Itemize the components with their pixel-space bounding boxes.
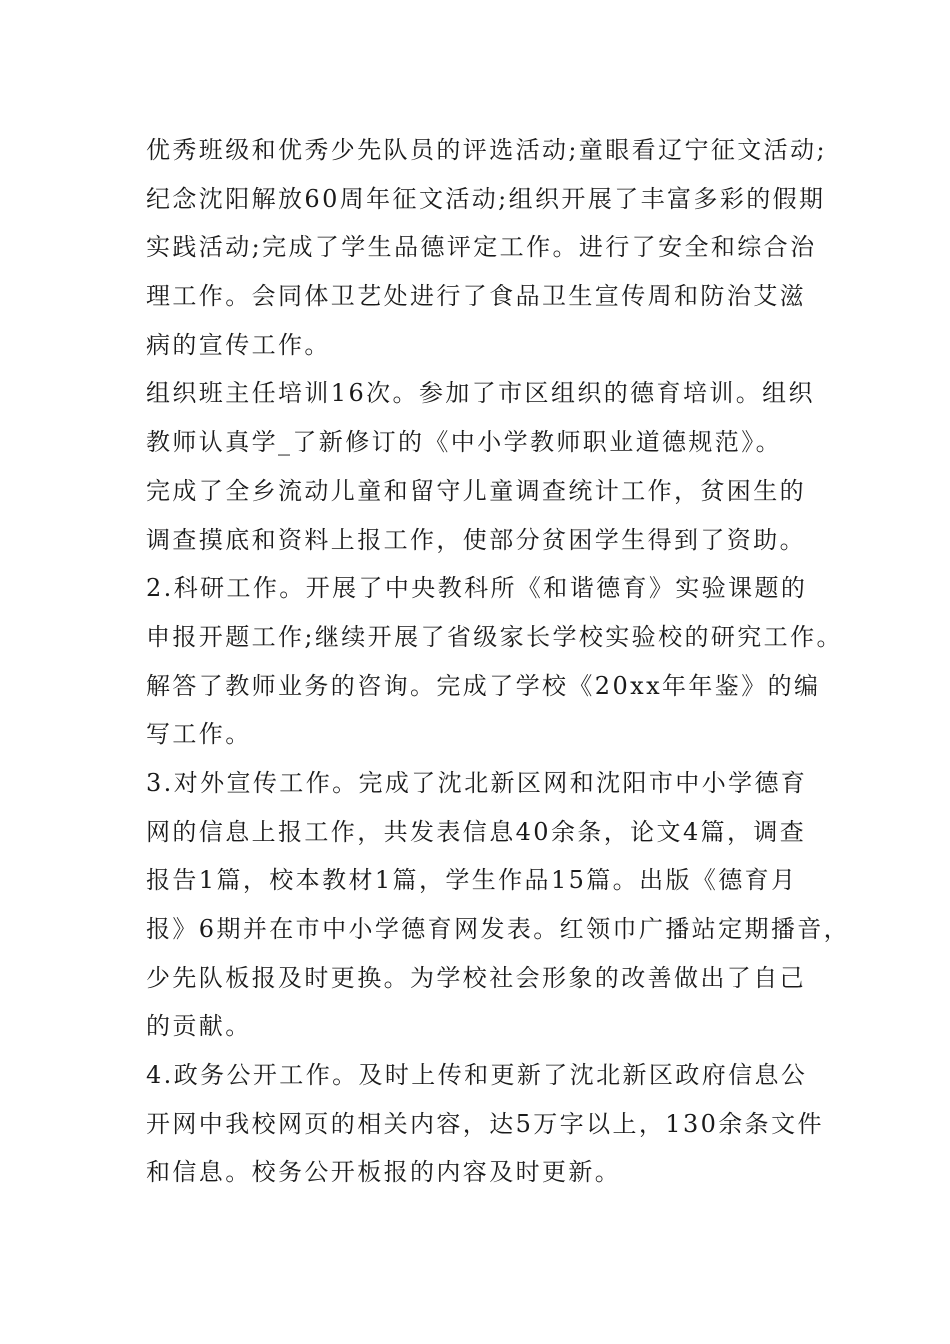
text-line: 3.对外宣传工作。完成了沈北新区网和沈阳市中小学德育 bbox=[146, 768, 808, 797]
text-line: 网的信息上报工作，共发表信息40余条，论文4篇，调查 bbox=[146, 817, 807, 846]
text-line: 报告1篇，校本教材1篇，学生作品15篇。出版《德育月 bbox=[146, 866, 798, 895]
text-line: 2.科研工作。开展了中央教科所《和谐德育》实验课题的 bbox=[146, 574, 808, 603]
text-line: 报》6期并在市中小学德育网发表。红领巾广播站定期播音， bbox=[146, 915, 851, 943]
text-line: 组织班主任培训16次。参加了市区组织的德育培训。组织 bbox=[146, 379, 815, 408]
text-line: 开网中我校网页的相关内容，达5万字以上，130余条文件 bbox=[146, 1109, 824, 1138]
paragraph-survey bbox=[146, 467, 826, 564]
text-line: 写工作。 bbox=[146, 720, 252, 749]
text-line: 和信息。校务公开板报的内容及时更新。 bbox=[146, 1158, 622, 1187]
text-line: 理工作。会同体卫艺处进行了食品卫生宣传周和防治艾滋 bbox=[146, 282, 806, 311]
text-line: 完成了全乡流动儿童和留守儿童调查统计工作，贫困生的 bbox=[146, 476, 806, 505]
paragraph-training bbox=[146, 369, 826, 466]
text-line: 优秀班级和优秀少先队员的评选活动;童眼看辽宁征文活动; bbox=[146, 136, 827, 164]
paragraph-activities bbox=[146, 126, 826, 369]
text-line: 实践活动;完成了学生品德评定工作。进行了安全和综合治 bbox=[146, 233, 817, 262]
text-line: 病的宣传工作。 bbox=[146, 330, 331, 359]
text-line: 解答了教师业务的咨询。完成了学校《20xx年年鉴》的编 bbox=[146, 671, 821, 700]
text-line: 调查摸底和资料上报工作，使部分贫困学生得到了资助。 bbox=[146, 525, 806, 554]
text-line: 纪念沈阳解放60周年征文活动;组织开展了丰富多彩的假期 bbox=[146, 184, 826, 213]
document-body bbox=[146, 126, 851, 1197]
text-line: 申报开题工作;继续开展了省级家长学校实验校的研究工作。 bbox=[146, 622, 843, 651]
text-line: 少先队板报及时更换。为学校社会形象的改善做出了自己 bbox=[146, 963, 806, 992]
text-line: 4.政务公开工作。及时上传和更新了沈北新区政府信息公 bbox=[146, 1061, 808, 1090]
paragraph-research bbox=[146, 564, 843, 759]
text-line: 的贡献。 bbox=[146, 1012, 252, 1041]
paragraph-government-affairs bbox=[146, 1051, 826, 1197]
text-line: 教师认真学_了新修订的《中小学教师职业道德规范》。 bbox=[146, 428, 782, 457]
paragraph-publicity bbox=[146, 759, 851, 1051]
